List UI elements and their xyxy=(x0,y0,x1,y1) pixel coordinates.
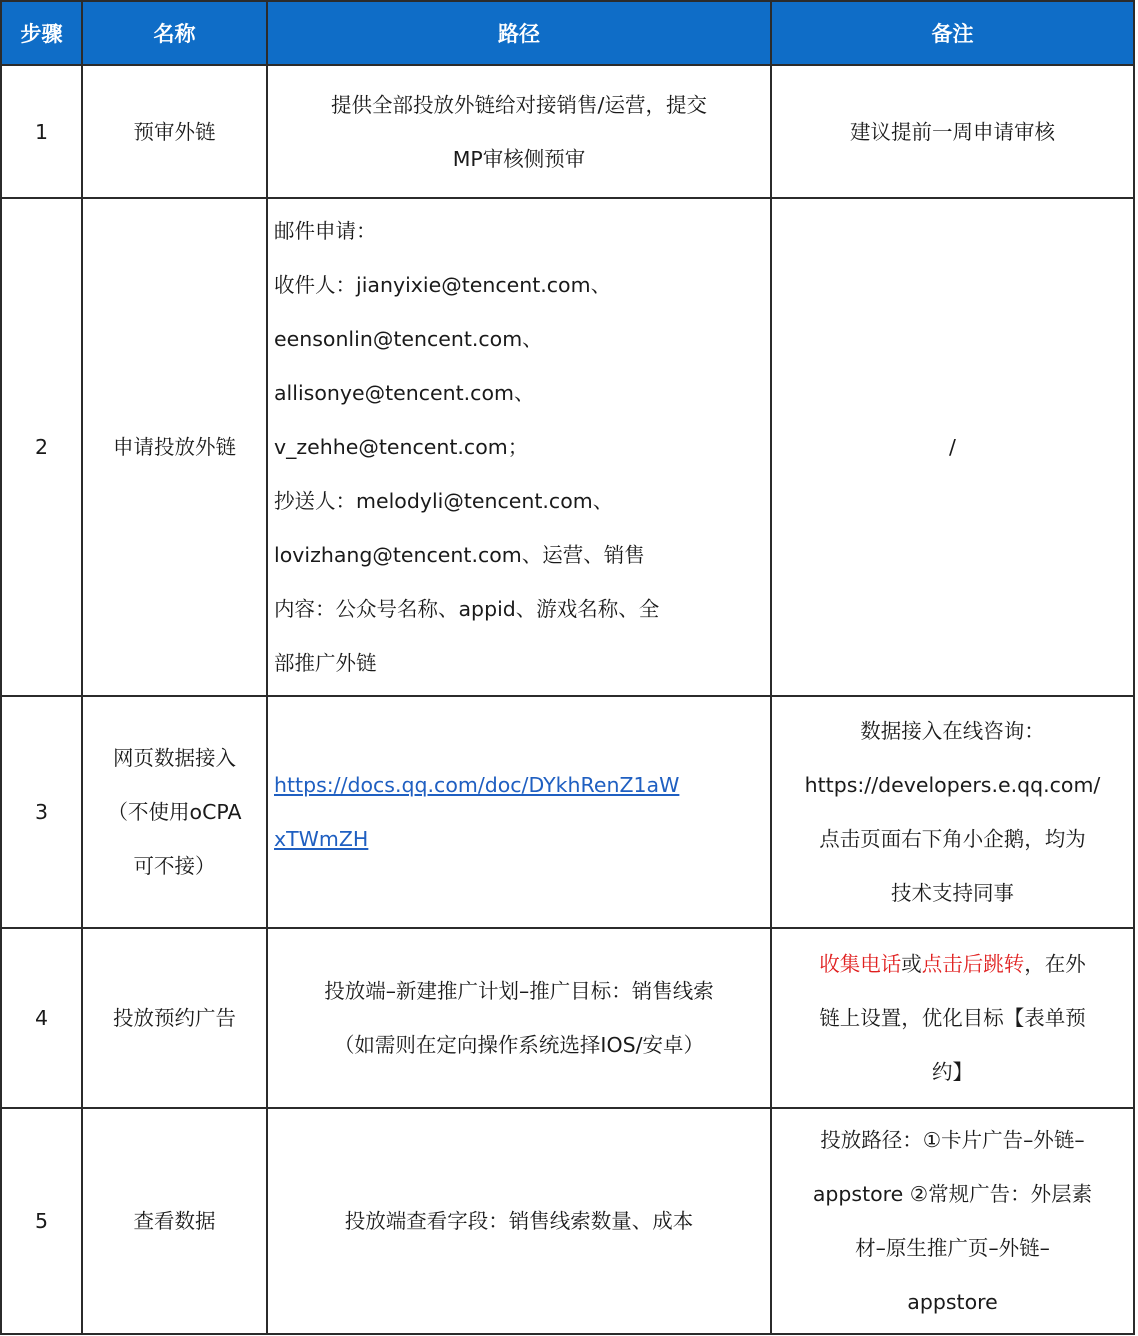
name-cell: 投放预约广告 xyxy=(82,928,267,1108)
note-line: 收集电话或点击后跳转，在外 xyxy=(819,952,1086,976)
path-line: 邮件申请： xyxy=(274,219,377,243)
table-row xyxy=(1,1108,1134,1334)
note-line: 技术支持同事 xyxy=(891,881,1014,905)
table-row xyxy=(1,198,1134,696)
path-cell xyxy=(267,198,771,696)
step-cell: 1 xyxy=(1,65,82,198)
header-step: 步骤 xyxy=(1,1,82,65)
name-line: 网页数据接入 xyxy=(113,746,236,770)
path-line: allisonye@tencent.com、 xyxy=(274,381,535,405)
path-line: 部推广外链 xyxy=(274,651,377,675)
note-line: 点击页面右下角小企鹅，均为 xyxy=(819,827,1086,851)
table-row xyxy=(1,696,1134,928)
path-line: 收件人：jianyixie@tencent.com、 xyxy=(274,273,612,297)
path-cell: 投放端查看字段：销售线索数量、成本 xyxy=(267,1108,771,1334)
path-line: 提供全部投放外链给对接销售/运营，提交 xyxy=(331,92,707,117)
note-line: 材–原生推广页–外链– xyxy=(855,1236,1050,1260)
step-cell: 2 xyxy=(1,198,82,696)
highlight-text: 收集电话 xyxy=(819,952,902,976)
name-line: （不使用oCPA xyxy=(107,800,242,824)
header-name: 名称 xyxy=(82,1,267,65)
note-line: 链上设置，优化目标【表单预 xyxy=(819,1006,1086,1030)
path-line: 抄送人：melodyli@tencent.com、 xyxy=(274,489,614,513)
step-cell: 5 xyxy=(1,1108,82,1334)
name-cell xyxy=(82,696,267,928)
name-line: 可不接） xyxy=(133,854,216,878)
name-cell: 预审外链 xyxy=(82,65,267,198)
path-line: lovizhang@tencent.com、运营、销售 xyxy=(274,543,645,567)
path-line: eensonlin@tencent.com、 xyxy=(274,327,543,351)
note-cell xyxy=(771,928,1134,1108)
table-row xyxy=(1,65,1134,198)
docs-link[interactable]: https://docs.qq.com/doc/DYkhRenZ1aW xyxy=(274,773,680,797)
name-cell: 查看数据 xyxy=(82,1108,267,1334)
step-cell: 3 xyxy=(1,696,82,928)
note-line: 数据接入在线咨询： xyxy=(860,719,1045,743)
path-line: （如需则在定向操作系统选择IOS/安卓） xyxy=(333,1033,705,1057)
path-cell xyxy=(267,65,771,198)
docs-link[interactable]: xTWmZH xyxy=(274,827,369,851)
header-row xyxy=(1,1,1134,65)
name-cell: 申请投放外链 xyxy=(82,198,267,696)
path-cell xyxy=(267,928,771,1108)
path-line: v_zehhe@tencent.com； xyxy=(274,435,529,459)
step-cell: 4 xyxy=(1,928,82,1108)
table-row xyxy=(1,928,1134,1108)
path-line: 内容：公众号名称、appid、游戏名称、全 xyxy=(274,597,660,621)
note-cell: 建议提前一周申请审核 xyxy=(771,65,1134,198)
note-cell xyxy=(771,696,1134,928)
note-line: appstore xyxy=(907,1290,998,1314)
header-path: 路径 xyxy=(267,1,771,65)
path-line: 投放端–新建推广计划–推广目标：销售线索 xyxy=(324,979,714,1003)
note-line: 投放路径：①卡片广告–外链– xyxy=(820,1128,1085,1152)
path-line: MP审核侧预审 xyxy=(452,146,586,171)
note-line: appstore ②常规广告：外层素 xyxy=(812,1182,1093,1206)
highlight-text: 点击后跳转 xyxy=(921,952,1025,976)
note-cell xyxy=(771,1108,1134,1334)
note-cell: / xyxy=(771,198,1134,696)
header-note: 备注 xyxy=(771,1,1134,65)
note-line: 约】 xyxy=(932,1060,973,1084)
path-cell xyxy=(267,696,771,928)
note-line: https://developers.e.qq.com/ xyxy=(804,773,1101,797)
